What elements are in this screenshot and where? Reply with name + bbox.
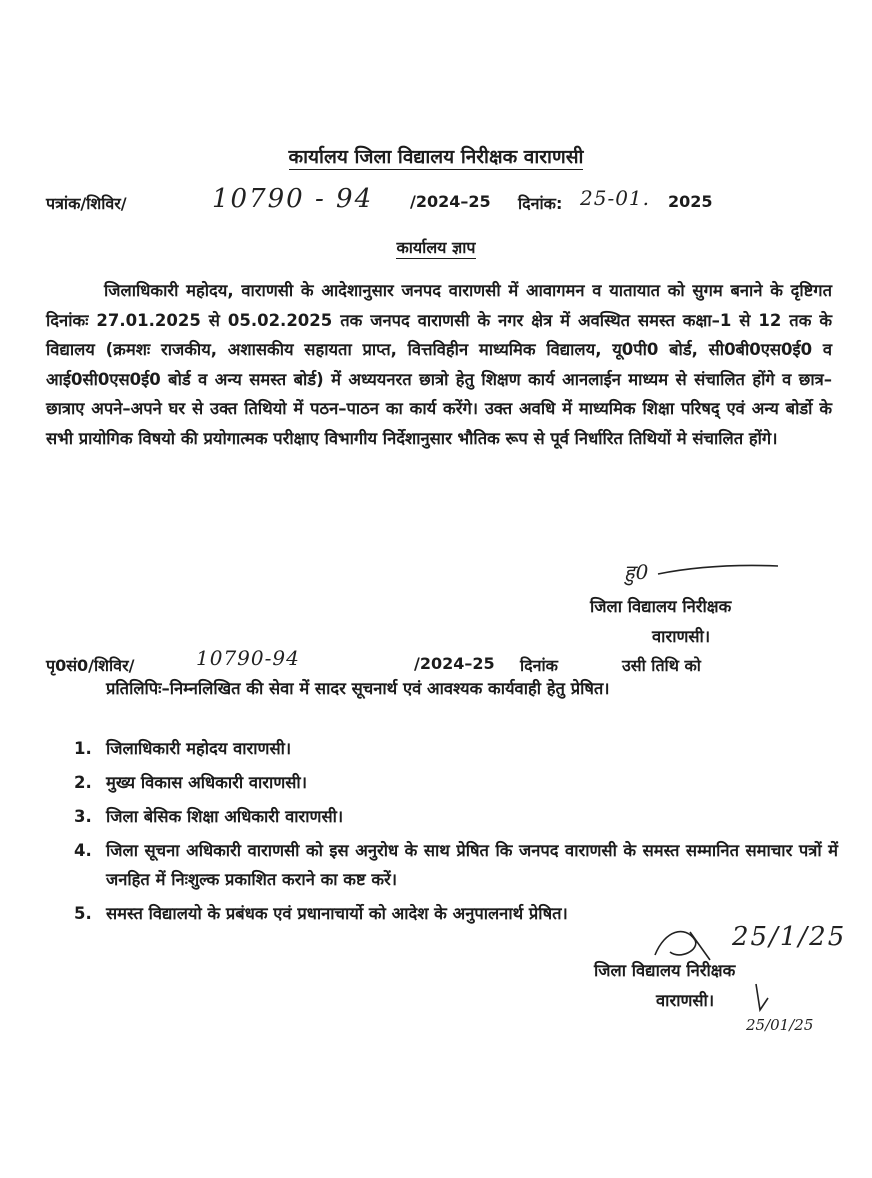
signature-2-designation: जिला विद्यालय निरीक्षक bbox=[594, 961, 736, 980]
signature-2-tick-stroke bbox=[748, 980, 778, 1020]
copy-paragraph: प्रतिलिपिः–निम्नलिखित की सेवा में सादर सूचनार्थ एवं आवश्यक कार्यवाही हेतु प्रेषित। bbox=[106, 679, 610, 698]
copy-ref-year: /2024–25 bbox=[414, 654, 495, 673]
ref-date-handwritten: 25-01. bbox=[580, 186, 651, 210]
list-item: 5. समस्त विद्यालयो के प्रबंधक एवं प्रधानाचार्यो को आदेश के अनुपालनार्थ प्रेषित। bbox=[74, 904, 568, 923]
copy-ref-date-text: उसी तिथि को bbox=[622, 656, 701, 675]
signature-1-initials: हु0 bbox=[624, 560, 650, 584]
list-item: 2. मुख्य विकास अधिकारी वाराणसी। bbox=[74, 773, 307, 792]
copy-recipient-list bbox=[74, 734, 838, 933]
signature-2-place: वाराणसी। bbox=[656, 991, 715, 1010]
ref-date-label: दिनांक: bbox=[518, 194, 563, 213]
ref-date-year: 2025 bbox=[668, 192, 713, 211]
signature-1-place: वाराणसी। bbox=[652, 627, 711, 646]
list-item: 3. जिला बेसिक शिक्षा अधिकारी वाराणसी। bbox=[74, 807, 344, 826]
list-item: 1. जिलाधिकारी महोदय वाराणसी। bbox=[74, 739, 292, 758]
office-title: कार्यालय जिला विद्यालय निरीक्षक वाराणसी bbox=[288, 146, 584, 168]
signature-2-handwritten-date-small: 25/01/25 bbox=[746, 1016, 814, 1034]
copy-ref-handwritten-number: 10790-94 bbox=[196, 646, 300, 670]
copy-ref-prefix: पृ0सं0/शिविर/ bbox=[46, 656, 135, 675]
signature-1-designation: जिला विद्यालय निरीक्षक bbox=[590, 597, 732, 616]
memo-heading: कार्यालय ज्ञाप bbox=[396, 238, 476, 257]
ref-handwritten-number: 10790 - 94 bbox=[212, 184, 374, 214]
signature-1-stroke bbox=[618, 556, 818, 586]
ref-prefix: पत्रांक/शिविर/ bbox=[46, 194, 127, 213]
ref-year: /2024–25 bbox=[410, 192, 491, 211]
list-item: 4. जिला सूचना अधिकारी वाराणसी को इस अनुरोध के साथ प्रेषित कि जनपद वाराणसी के समस्त सम्मानित समाचार पत्रों में जनहित में निःशुल्क प्रकाशित कराने का कष्ट करें। bbox=[74, 841, 838, 889]
signature-2-handwritten-date: 25/1/25 bbox=[732, 922, 847, 952]
memo-body-paragraph: जिलाधिकारी महोदय, वाराणसी के आदेशानुसार जनपद वाराणसी में आवागमन व यातायात को सुगम बनाने के दृष्टिगत दिनांकः 27.01.2025 से 05.02.2025 तक जनपद वाराणसी के नगर क्षेत्र में अवस्थित समस्त कक्षा–1 से 12 तक के विद्यालय (क्रमशः राजकीय, अशासकीय सहायता प्राप्त, वित्तविहीन माध्यमिक विद्यालय, यू0पी0 बोर्ड, सी0बी0एस0ई0 व आई0सी0एस0ई0 बोर्ड व अन्य समस्त बोर्ड) में अध्ययनरत छात्रो हेतु शिक्षण कार्य आनलाईन माध्यम से संचालित होंगे व छात्र–छात्राए अपने–अपने घर से उक्त तिथियो में पठन–पाठन का कार्य करेंगे। उक्त अवधि में माध्यमिक शिक्षा परिषद् एवं अन्य बोर्डो के सभी प्रायोगिक विषयो की प्रयोगात्मक परीक्षाए विभागीय निर्देशानुसार भौतिक रूप से पूर्व निर्धारित तिथियों मे संचालित होंगे। bbox=[46, 281, 832, 448]
copy-ref-date-label: दिनांक bbox=[520, 656, 558, 675]
